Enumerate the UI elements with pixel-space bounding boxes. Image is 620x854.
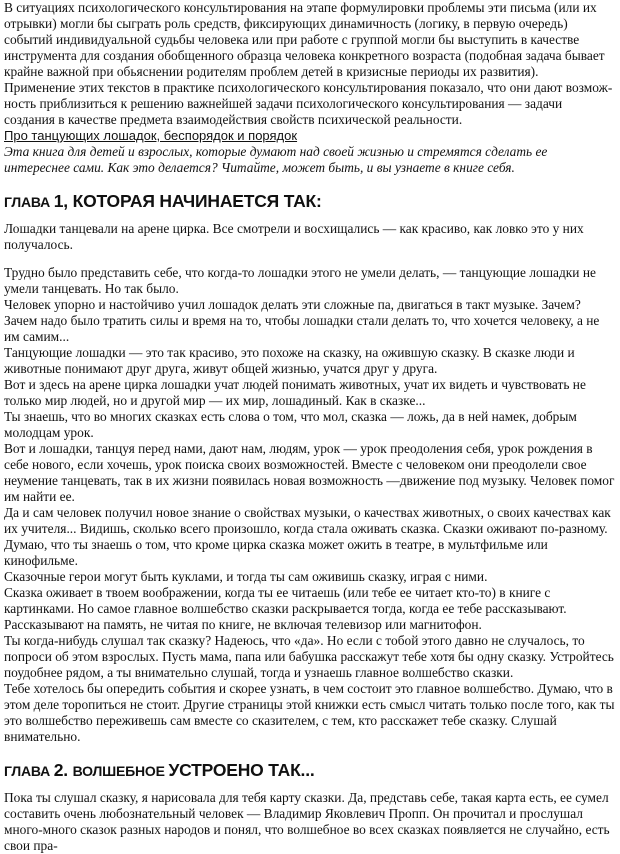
- intro-paragraph-2: Применение этих текстов в практике психологического консультирования показало, что они дают возмож-ность приблизиться к решению важнейшей задачи психологического консультирования — задачи создания в качестве предмета взаимодействия свойств психической реальности.: [4, 80, 613, 127]
- chapter-1-paragraph: Сказка оживает в твоем воображении, когда ты ее читаешь (или тебе ее читает кто-то) в книге с картинками. Но самое главное волшебство сказки раскрывается тогда, когда ее тебе рассказывают. Рассказывают на память, не читая по книге, не включая телевизор или магнитофон.: [4, 585, 567, 632]
- chapter-1-paragraph: Да и сам человек получил новое знание о свойствах музыки, о качествах животных, о своих качествах как их учителя... Видишь, сколько всего произошло, когда стала оживать сказка. Сказки оживают по-разному. Думаю, что ты знаешь о том, что кроме цирка сказка может ожить в театре, в мультфильме или кинофильме.: [4, 505, 611, 568]
- chapter-2-heading-word-2: ВОЛШЕБНОЕ: [72, 763, 169, 779]
- chapter-1-paragraph: Тебе хотелось бы опередить события и скорее узнать, в чем состоит это главное волшебство. Думаю, что в этом деле торопиться не стоит. Другие страницы этой книжки есть смысл читать только после того, как ты это волшебство переживешь сам вместе со сказителем, с тем, кто расскажет тебе сказку. Слушай внимательно.: [4, 681, 615, 744]
- chapter-1-paragraph: Вот и здесь на арене цирка лошадки учат людей понимать животных, учат их видеть и чувствовать не только мир людей, но и другой мир — их мир, лошадиный. Как в сказке...: [4, 377, 586, 408]
- section-subtitle: Про танцующих лошадок, беспорядок и порядок: [4, 128, 298, 143]
- chapter-2-paragraph: Пока ты слушал сказку, я нарисовала для тебя карту сказки. Да, представь себе, такая карта есть, ее сумел составить очень любознательный человек — Владимир Яковлевич Пропп. Он прочитал и прослушал много-много сказок разных народов и понял, что волшебное во всех сказках появляется не случайно, есть свои пра-: [4, 790, 610, 853]
- chapter-1-paragraph: Вот и лошадки, танцуя перед нами, дают нам, людям, урок — урок преодоления себя, урок рождения в себе нового, если хочешь, урок поиска своих возможностей. Вместе с человеком они преодолели свое неумение танцевать, так в их жизни появилась новая возможность —движение под музыку. Человек помог им найти ее.: [4, 441, 615, 504]
- chapter-2-heading-word: ГЛАВА: [4, 763, 54, 779]
- chapter-1-heading: [4, 190, 616, 213]
- epigraph: Эта книга для детей и взрослых, которые думают над своей жизнью и стремятся сделать ее интереснее сами. Как это делается? Читайте, может быть, и вы узнаете в книге себя.: [4, 144, 548, 175]
- chapter-1-heading-title: 1, КОТОРАЯ НАЧИНАЕТСЯ ТАК:: [53, 191, 322, 211]
- chapter-1-paragraph: Лошадки танцевали на арене цирка. Все смотрели и восхищались — как красиво, как ловко это у них получалось.: [4, 221, 584, 252]
- chapter-1-paragraph: Трудно было представить себе, что когда-то лошадки этого не умели делать, — танцующие лошадки не умели танцевать. Но так было.: [4, 265, 596, 296]
- intro-paragraph-1: В ситуациях психологического консультирования на этапе формулировки проблемы эти письма (или их отрывки) могли бы сыграть роль средств, фиксирующих динамичность (логику, в первую очередь) событий индивидуальной судьбы человека или при работе с группой могли бы выступить в качестве инструмента для создания обобщенного образца человека конкретного возраста (подобная задача бывает крайне важной при обьяснении родителям проблем детей в кризисные периоды их развития).: [4, 0, 605, 79]
- chapter-2-heading-title: УСТРОЕНО ТАК...: [168, 760, 315, 780]
- chapter-1-paragraph: Танцующие лошадки — это так красиво, это похоже на сказку, на ожившую сказку. В сказке люди и животные понимают друг друга, живут общей жизнью, учатся друг у друга.: [4, 345, 575, 376]
- chapter-1-paragraph: Ты когда-нибудь слушал так сказку? Надеюсь, что «да». Но если с тобой этого давно не случалось, то попроси об этом взрослых. Пусть мама, папа или бабушка расскажут тебе хотя бы одну сказку. Устройтесь поудобнее рядом, а ты внимательно слушай, тогда и узнаешь главное волшебство сказки.: [4, 633, 614, 680]
- chapter-1-paragraph: Человек упорно и настойчиво учил лошадок делать эти сложные па, двигаться в такт музыке. Зачем?: [4, 297, 581, 312]
- chapter-1-paragraph: Ты знаешь, что во многих сказках есть слова о том, что мол, сказка — ложь, да в ней намек, добрым молодцам урок.: [4, 409, 577, 440]
- chapter-2-heading: [4, 759, 616, 782]
- chapter-2-heading-number: 2.: [53, 760, 73, 780]
- chapter-1-paragraph: Зачем надо было тратить силы и время на то, чтобы лошадки стали делать то, что хочется человеку, а не им самим...: [4, 313, 600, 344]
- chapter-1-heading-word: ГЛАВА: [4, 194, 54, 210]
- chapter-1-paragraph: Сказочные герои могут быть куклами, и тогда ты сам оживишь сказку, играя с ними.: [4, 569, 488, 584]
